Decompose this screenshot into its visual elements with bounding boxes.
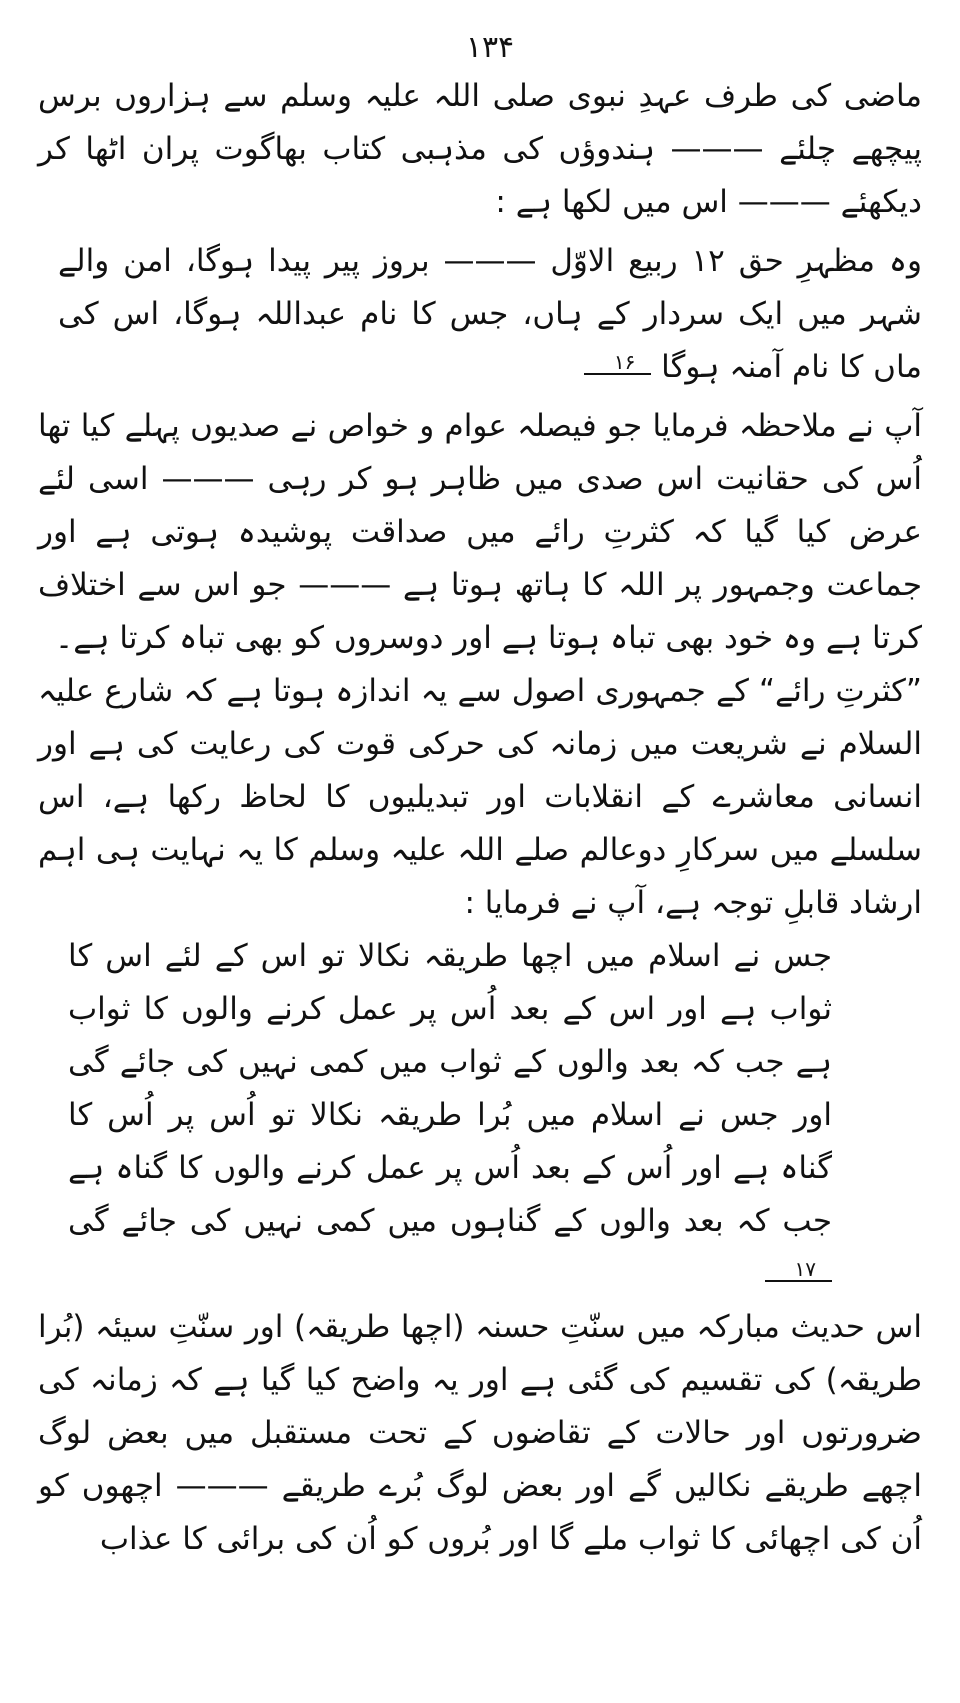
paragraph-majority-opinion: آپ نے ملاحظہ فرمایا جو فیصلہ عوام و خواص نے صدیوں پہلے کیا تھا اُس کی حقانیت اس صدی میں ظاہر ہو کر رہی ——— اسی لئے عرض کیا گیا کہ کثرتِ رائے میں صداقت پوشیدہ ہوتی ہے اور جماعت وجمہور پر اللہ کا ہاتھ ہوتا ہے ——— جو اس سے اختلاف کرتا ہے وہ خود بھی تباہ ہوتا ہے اور دوسروں کو بھی تباہ کرتا ہے۔ (38, 408, 922, 656)
page-number: ۱۳۴ (465, 30, 515, 65)
footnote-marker-17: ۱۷ (765, 1258, 832, 1282)
paragraph-intro: ماضی کی طرف عہدِ نبوی صلی اللہ علیہ وسلم سے ہزاروں برس پیچھے چلئے ——— ہندوؤں کی مذہبی کتاب بھاگوت پران اٹھا کر دیکھئے ——— اس میں لکھا ہے : (38, 78, 922, 220)
paragraph-hadith-explanation: اس حدیث مبارکہ میں سنّتِ حسنہ (اچھا طریقہ) اور سنّتِ سیئہ (بُرا طریقہ) کی تقسیم کی گئی ہے اور یہ واضح کیا گیا ہے کہ زمانہ کی ضرورتوں اور حالات کے تقاضوں کے تحت مستقبل میں بعض لوگ اچھے طریقے نکالیں گے اور بعض لوگ بُرے طریقے ——— اچھوں کو اُن کی اچھائی کا ثواب ملے گا اور بُروں کو اُن کی برائی کا عذاب (38, 1309, 922, 1557)
paragraph-democratic-principle: ”کثرتِ رائے“ کے جمہوری اصول سے یہ اندازہ ہوتا ہے کہ شارع علیہ السلام نے شریعت میں زمانہ کی حرکی قوت کی رعایت کی ہے اور انسانی معاشرے کے انقلابات اور تبدیلیوں کا لحاظ رکھا ہے، اس سلسلے میں سرکارِ دوعالم صلے اللہ علیہ وسلم کا یہ نہایت ہی اہم ارشاد قابلِ توجہ ہے، آپ نے فرمایا : (38, 673, 922, 921)
quote-hadith (38, 930, 922, 1301)
quote-bhagwat-puran (38, 235, 922, 394)
quote-hadith-text: جس نے اسلام میں اچھا طریقہ نکالا تو اس کے لئے اس کا ثواب ہے اور اس کے بعد اُس پر عمل کرنے والوں کا ثواب ہے جب کہ بعد والوں کے ثواب میں کمی نہیں کی جائے گی اور جس نے اسلام میں بُرا طریقہ نکالا تو اُس پر اُس کا گناہ ہے اور اُس کے بعد اُس پر عمل کرنے والوں کا گناہ ہے جب کہ بعد والوں کے گناہوں میں کمی نہیں کی جائے گی (68, 938, 832, 1239)
quote-bhagwat-puran-text: وہ مظہرِ حق ۱۲ ربیع الاوّل ——— بروز پیر پیدا ہوگا، امن والے شہر میں ایک سردار کے ہاں، جس کا نام عبداللہ ہوگا، اس کی ماں کا نام آمنہ ہوگا (58, 243, 922, 385)
footnote-marker-16: ۱۶ (584, 351, 651, 375)
